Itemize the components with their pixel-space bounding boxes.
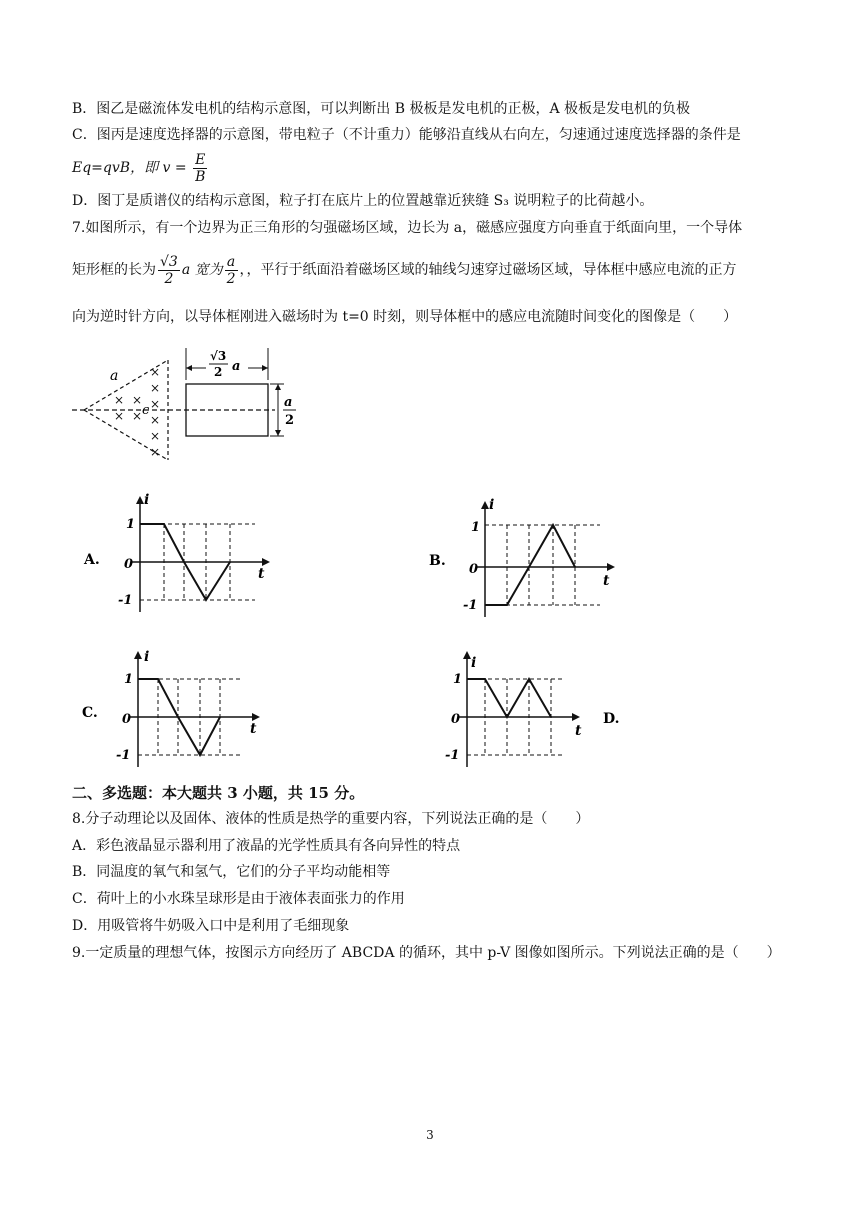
tick-minus-1: -1	[463, 598, 478, 613]
axis-t-label: t	[603, 573, 610, 589]
option-b-text: B．图乙是磁流体发电机的结构示意图，可以判断出 B 极板是发电机的正极，A 极板是发电机的负极	[72, 101, 691, 117]
triangle-field-figure	[70, 340, 310, 470]
question-7-line3: 向为逆时针方向，以导体框刚进入磁场时为 t=0 时刻，则导体框中的感应电流随时间变化的图像是（ ）	[72, 309, 738, 325]
option-d-label: D.	[603, 711, 620, 727]
tick-1: 1	[124, 672, 134, 687]
side-label-a: a	[110, 368, 119, 384]
graph-option-c	[80, 645, 280, 775]
q7-text-c: ，，平行于纸面沿着磁场区域的轴线匀速穿过磁场区域，导体框中感应电流的正方	[239, 262, 737, 278]
fraction-a-over-2: $\frac{a}{2}$	[226, 253, 236, 287]
field-x-mark: ×	[150, 429, 161, 443]
fraction-sqrt3-over-2: $\frac{√3}{2}$	[160, 253, 178, 287]
q8-option-b: B．同温度的氧气和氢气，它们的分子平均动能相等	[72, 864, 391, 880]
field-x-mark: ×	[150, 381, 161, 395]
question-7-line1: 7.如图所示，有一个边界为正三角形的匀强磁场区域，边长为 a，磁感应强度方向垂直于纸面向里，一个导体	[72, 220, 743, 236]
tick-0: 0	[451, 712, 461, 727]
q8-option-a: A．彩色液晶显示器利用了液晶的光学性质具有各向异性的特点	[72, 838, 461, 854]
question-9: 9.一定质量的理想气体，按图示方向经历了 ABCDA 的循环，其中 p-V 图像如图所示。下列说法正确的是（ ）	[72, 945, 781, 961]
field-x-mark: ×	[150, 365, 161, 379]
option-b-label: B.	[429, 553, 446, 569]
height-label-den: 2	[285, 413, 295, 428]
axis-i-label: i	[489, 497, 495, 513]
width-label-den: 2	[214, 365, 223, 379]
q8-option-d: D．用吸管将牛奶吸入口中是利用了毛细现象	[72, 918, 350, 934]
tick-0: 0	[122, 712, 132, 727]
axis-t-label: t	[250, 721, 257, 737]
axis-t-label: t	[575, 723, 582, 739]
width-label-a: a	[232, 359, 241, 374]
label-c: c	[142, 403, 150, 418]
width-label-num: √3	[210, 349, 227, 363]
axis-i-label: i	[471, 655, 477, 671]
field-x-mark: ×	[150, 413, 161, 427]
tick-1: 1	[453, 672, 463, 687]
section-2-heading: 二、多选题：本大题共 3 小题，共 15 分。	[72, 784, 365, 802]
height-label-num: a	[284, 395, 293, 410]
option-d-text: D．图丁是质谱仪的结构示意图，粒子打在底片上的位置越靠近狭缝 S₃ 说明粒子的比荷越小。	[72, 193, 654, 209]
option-c-text: C．图丙是速度选择器的示意图，带电粒子（不计重力）能够沿直线从右向左，匀速通过速度选择器的条件是	[72, 127, 741, 143]
graph-option-d	[425, 645, 645, 775]
current-curve-b	[485, 525, 575, 605]
field-x-mark: ×	[132, 393, 143, 407]
axis-t-label: t	[258, 566, 265, 582]
tick-minus-1: -1	[118, 593, 133, 608]
axis-i-label: i	[144, 649, 150, 665]
q7-text-b: a 宽为	[181, 262, 223, 278]
field-x-mark: ×	[114, 393, 125, 407]
tick-1: 1	[471, 520, 481, 535]
axis-i-label: i	[144, 492, 150, 508]
q8-option-c: C．荷叶上的小水珠呈球形是由于液体表面张力的作用	[72, 891, 405, 907]
field-x-mark: ×	[150, 397, 161, 411]
field-x-mark: ×	[132, 409, 143, 423]
field-x-mark: ×	[150, 445, 161, 459]
q7-text-a: 矩形框的长为	[72, 262, 156, 278]
option-c-label: C.	[82, 705, 98, 721]
formula-text: Eq=qvB，即 v =	[72, 160, 187, 176]
tick-1: 1	[126, 517, 136, 532]
current-curve-d	[467, 679, 551, 717]
tick-minus-1: -1	[116, 748, 131, 763]
question-7-line2	[72, 250, 737, 290]
question-8: 8.分子动理论以及固体、液体的性质是热学的重要内容，下列说法正确的是（ ）	[72, 811, 590, 827]
fraction-e-over-b: $\frac{E}{B}$	[195, 151, 206, 185]
tick-0: 0	[124, 557, 134, 572]
field-x-mark: ×	[114, 409, 125, 423]
tick-0: 0	[469, 562, 479, 577]
tick-minus-1: -1	[445, 748, 460, 763]
option-c-formula	[72, 148, 209, 188]
option-a-label: A.	[84, 552, 100, 568]
graph-option-a	[80, 490, 280, 620]
page-number: 3	[426, 1128, 434, 1142]
graph-option-b	[425, 495, 625, 625]
